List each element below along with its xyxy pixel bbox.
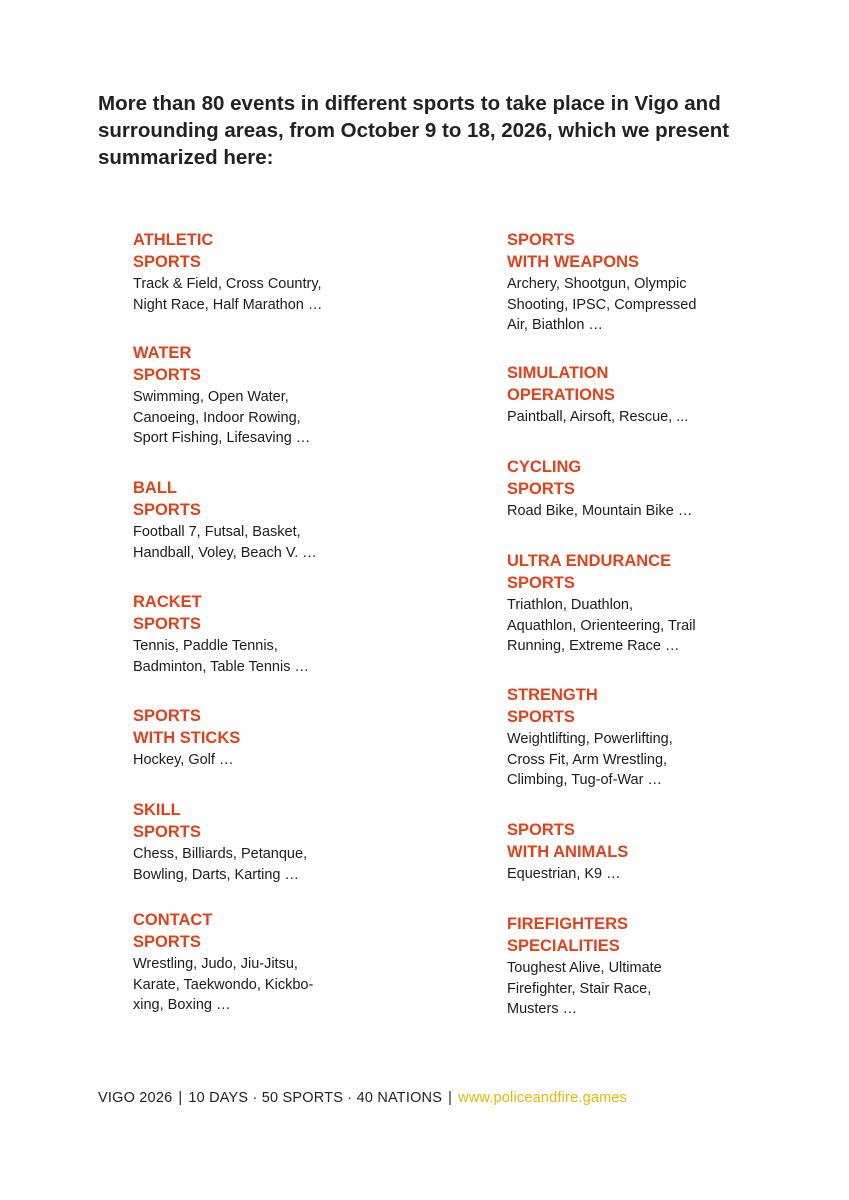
category-description: Paintball, Airsoft, Rescue, ... — [507, 409, 689, 425]
category-description: Hockey, Golf … — [133, 752, 234, 768]
category-description: Archery, Shootgun, Olympic Shooting, IPSC, Compressed Air, Biathlon … — [507, 276, 697, 333]
category-description: Toughest Alive, Ultimate Firefighter, Stair Race, Musters … — [507, 960, 662, 1017]
category-skill-sports — [133, 799, 383, 885]
category-title: STRENGTH SPORTS — [507, 686, 598, 726]
category-title: SPORTS WITH STICKS — [133, 707, 241, 747]
category-firefighters-specialities — [507, 913, 757, 1020]
category-title: ATHLETIC SPORTS — [133, 231, 214, 271]
category-strength-sports — [507, 684, 757, 791]
category-title: SIMULATION OPERATIONS — [507, 364, 615, 404]
category-description: Chess, Billiards, Petanque, Bowling, Darts, Karting … — [133, 846, 308, 883]
category-athletic-sports — [133, 229, 383, 315]
category-title: SPORTS WITH WEAPONS — [507, 231, 639, 271]
category-description: Swimming, Open Water, Canoeing, Indoor Rowing, Sport Fishing, Lifesaving … — [133, 389, 311, 446]
category-ultra-endurance-sports — [507, 550, 757, 657]
website-link[interactable]: www.policeandfire.games — [458, 1090, 628, 1106]
category-description: Triathlon, Duathlon, Aquathlon, Orienteering, Trail Running, Extreme Race … — [507, 597, 696, 654]
category-water-sports — [133, 342, 383, 449]
category-ball-sports — [133, 477, 383, 563]
category-title: CYCLING SPORTS — [507, 458, 582, 498]
category-title: CONTACT SPORTS — [133, 911, 213, 951]
category-title: FIREFIGHTERS SPECIALITIES — [507, 915, 629, 955]
category-title: SPORTS WITH ANIMALS — [507, 821, 629, 861]
category-sports-with-sticks — [133, 705, 383, 771]
category-racket-sports — [133, 591, 383, 677]
category-description: Equestrian, K9 … — [507, 866, 621, 882]
category-sports-with-weapons — [507, 229, 757, 336]
category-title: WATER SPORTS — [133, 344, 201, 384]
category-title: BALL SPORTS — [133, 479, 201, 519]
footer-separator: | — [178, 1090, 183, 1106]
category-simulation-operations — [507, 362, 757, 428]
footer-brand: VIGO 2026 — [98, 1090, 173, 1106]
category-description: Tennis, Paddle Tennis, Badminton, Table Tennis … — [133, 638, 309, 675]
category-description: Road Bike, Mountain Bike … — [507, 503, 693, 519]
category-title: ULTRA ENDURANCE SPORTS — [507, 552, 672, 592]
category-title: SKILL SPORTS — [133, 801, 201, 841]
category-description: Wrestling, Judo, Jiu-Jitsu, Karate, Taekwondo, Kickbo- xing, Boxing … — [133, 956, 314, 1013]
category-description: Weightlifting, Powerlifting, Cross Fit, Arm Wrestling, Climbing, Tug-of-War … — [507, 731, 673, 788]
footer — [98, 1090, 627, 1106]
category-title: RACKET SPORTS — [133, 593, 202, 633]
footer-tagline: 10 DAYS · 50 SPORTS · 40 NATIONS — [188, 1090, 443, 1106]
category-description: Football 7, Futsal, Basket, Handball, Voley, Beach V. … — [133, 524, 317, 561]
footer-separator: | — [448, 1090, 453, 1106]
category-sports-with-animals — [507, 819, 757, 885]
intro-heading: More than 80 events in different sports to take place in Vigo and surrounding areas, from October 9 to 18, 2026, which we present summarized here: — [98, 92, 730, 169]
category-contact-sports — [133, 909, 383, 1016]
category-cycling-sports — [507, 456, 757, 522]
category-description: Track & Field, Cross Country, Night Race, Half Marathon … — [133, 276, 323, 313]
